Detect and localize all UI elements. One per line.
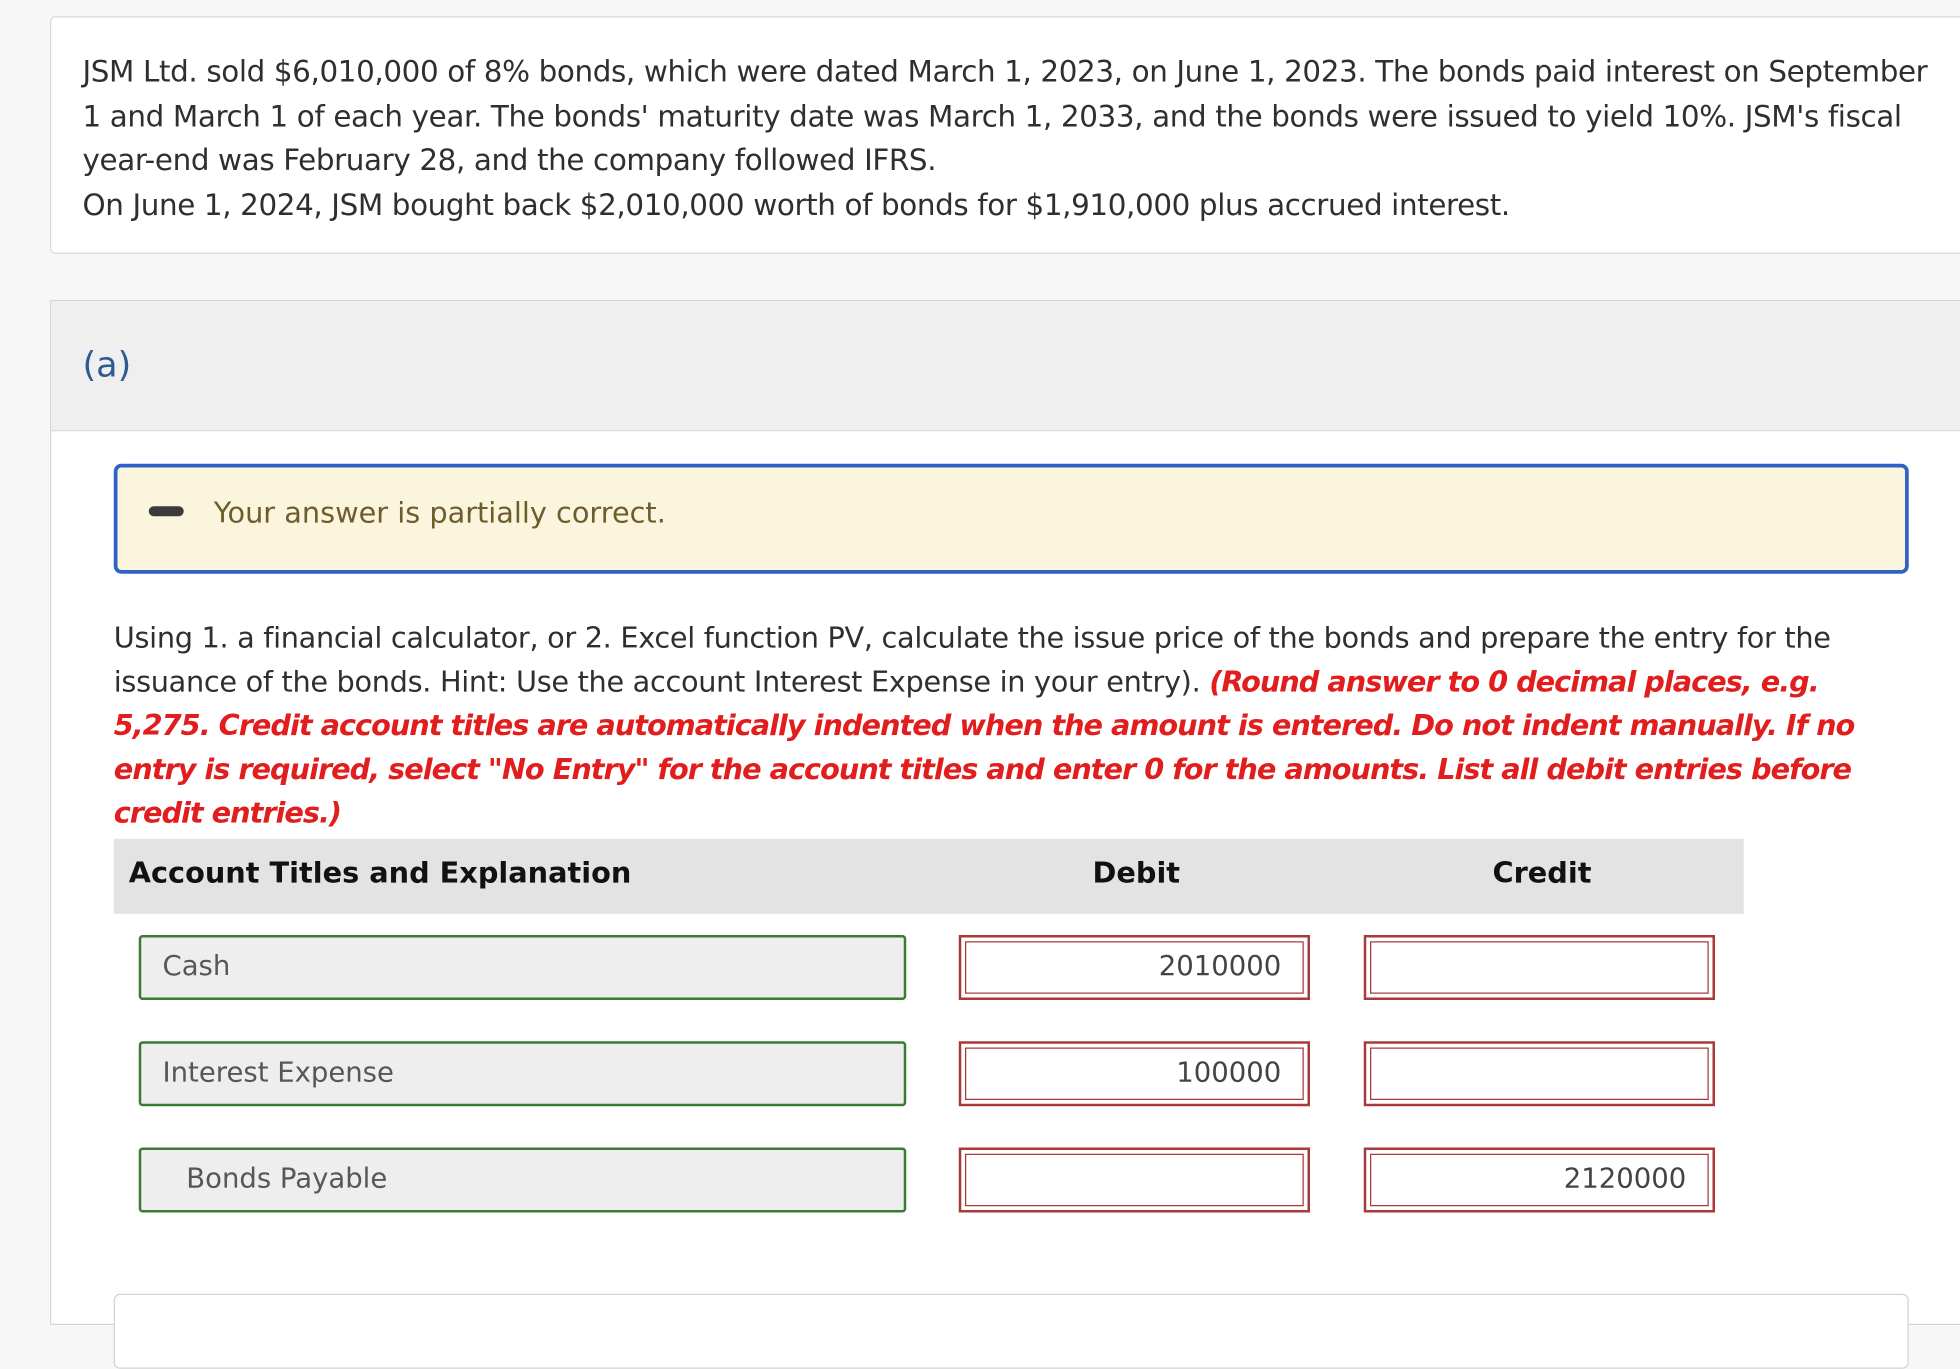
- problem-text-line-1: JSM Ltd. sold $6,010,000 of 8% bonds, which were dated March 1, 2023, on June 1, 2023. The bonds paid interest on September 1 and March 1 of each year. The bonds' maturity date was March 1, 2033, and the bonds were issued to yield 10%. JSM's fiscal year-end was February 28, and the company followed IFRS.: [82, 53, 1928, 178]
- feedback-banner: [114, 464, 1909, 574]
- account-title-field[interactable]: Interest Expense: [139, 1041, 907, 1106]
- feedback-text: Your answer is partially correct.: [213, 497, 666, 530]
- left-rail: [0, 0, 50, 1314]
- instructions-main: Using 1. a financial calculator, or 2. Excel function PV, calculate the issue price of the bonds and prepare the entry for the issuance of the bonds. Hint: Use the account Interest Expense in your entry).: [113, 622, 1831, 699]
- account-title-field[interactable]: Cash: [139, 935, 907, 1000]
- account-title-field[interactable]: Bonds Payable: [139, 1148, 907, 1213]
- part-a-panel: [50, 300, 1960, 1325]
- debit-amount-field[interactable]: [959, 935, 1310, 1000]
- credit-amount-field[interactable]: [1364, 935, 1715, 1000]
- problem-text-line-2: On June 1, 2024, JSM bought back $2,010,000 worth of bonds for $1,910,000 plus accrued interest.: [82, 186, 1510, 222]
- instructions: [114, 618, 1914, 837]
- debit-amount-value: 2010000: [1158, 951, 1282, 983]
- debit-amount-field[interactable]: [959, 1041, 1310, 1106]
- next-section-card: [114, 1294, 1909, 1369]
- debit-amount-field[interactable]: [959, 1148, 1310, 1213]
- credit-amount-field[interactable]: [1364, 1041, 1715, 1106]
- instructions-emphasis: (Round answer to 0 decimal places, e.g. 5,275. Credit account titles are automatically indented when the amount is entered. Do not indent manually. If no entry is required, select "No Entry" for the account titles and enter 0 for the amounts. List all debit entries before credit entries.): [113, 666, 1855, 830]
- debit-column-header: Debit: [1092, 857, 1181, 890]
- minus-icon: [149, 506, 184, 516]
- credit-amount-value: 2120000: [1563, 1163, 1687, 1195]
- credit-amount-field[interactable]: [1364, 1148, 1715, 1213]
- journal-table-header: [114, 839, 1744, 914]
- credit-column-header: Credit: [1492, 857, 1592, 890]
- account-column-header: Account Titles and Explanation: [128, 857, 632, 890]
- debit-amount-value: 100000: [1176, 1057, 1282, 1089]
- problem-text: [83, 50, 1952, 228]
- part-label: (a): [82, 343, 132, 385]
- part-header: [51, 301, 1960, 431]
- problem-card: [50, 16, 1960, 254]
